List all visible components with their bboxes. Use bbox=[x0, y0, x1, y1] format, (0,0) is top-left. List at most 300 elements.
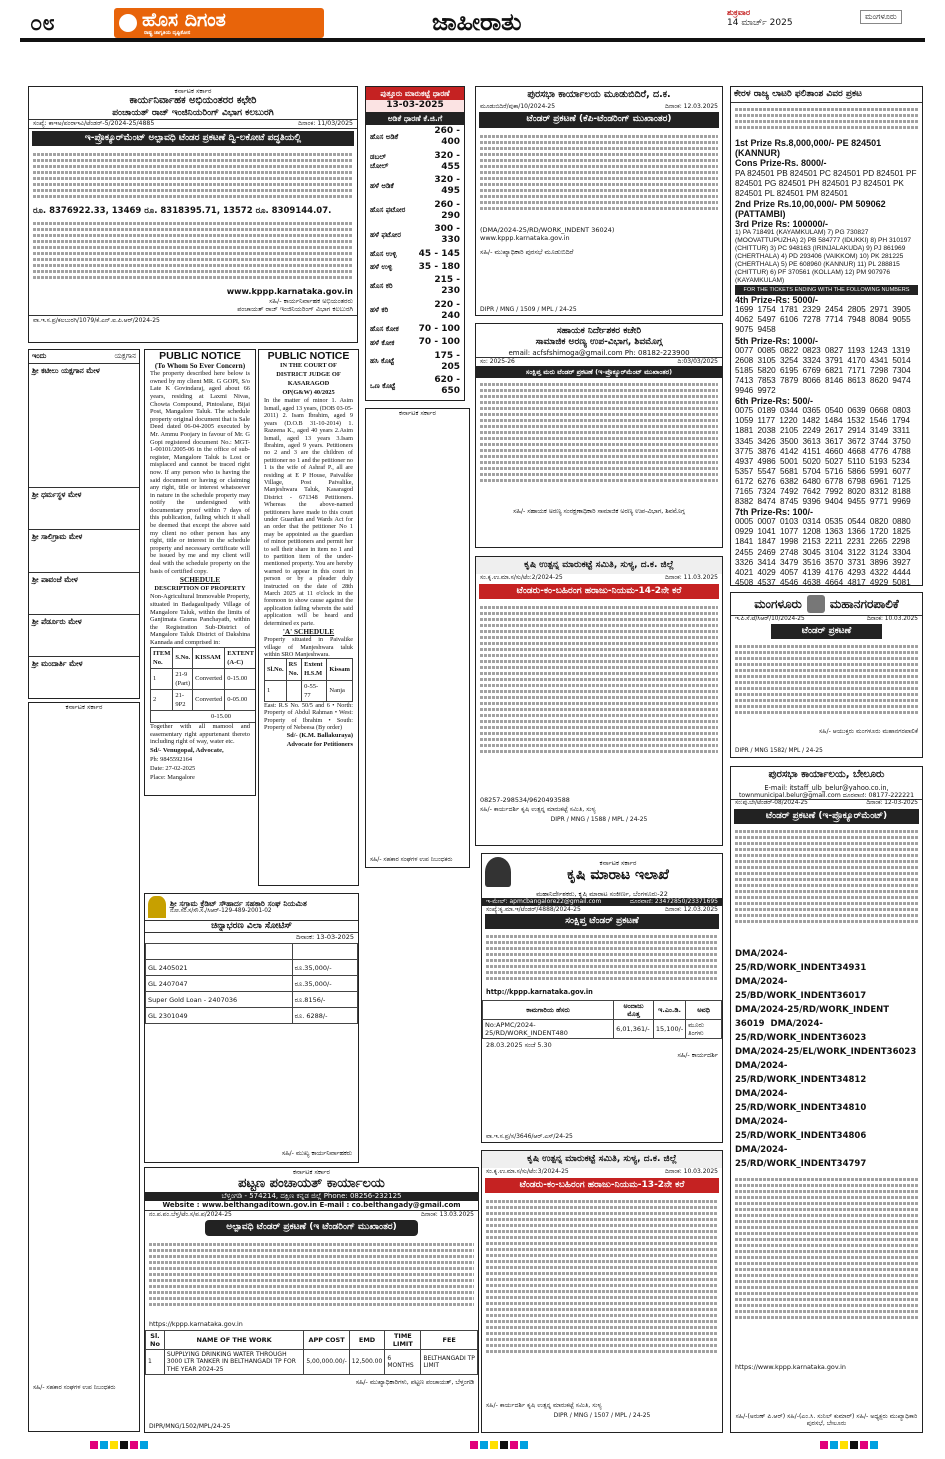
advocate-phone: Ph: 9845592164 bbox=[150, 756, 193, 764]
areca-rate-row bbox=[366, 150, 464, 175]
gold-loan-row bbox=[146, 992, 358, 1008]
govt-line: ಕರ್ನಾಟಕ ಸರ್ಕಾರ bbox=[293, 1168, 330, 1176]
rate-item-name: ಒಣ ಕೊಟ್ಟೆ bbox=[370, 381, 396, 390]
govt-line: ಕರ್ನಾಟಕ ಸರ್ಕಾರ bbox=[599, 859, 637, 868]
rate-item-value: 70 - 100 bbox=[418, 324, 460, 334]
troupe-name: ಶ್ರೀ ಪಾವಂಜೆ ಮೇಳ bbox=[32, 574, 78, 584]
table-cell: 1 bbox=[265, 680, 287, 701]
address: ಮಹಾನಿರ್ದೇಶಕರು, ಕೃಷಿ ಮಾರಾಟ ಸಂಕೀರ್ಣ, ಬೆಂಗಳೂರು-22 bbox=[536, 890, 668, 898]
ad-cooperative-notice-2 bbox=[28, 702, 140, 1432]
gold-loan-row bbox=[146, 960, 358, 976]
signature: ಸಹಿ/- ಕಾರ್ಯದರ್ಶಿ ಕೃಷಿ ಉತ್ಪನ್ನ ಮಾರುಕಟ್ಟೆ ಸಮಿತಿ, ಸುಳ್ಯ bbox=[486, 1402, 602, 1409]
notice-date: Date: 27-02-2025 bbox=[150, 765, 196, 773]
table-cell: No:APMC/2024-25/RD/WORK_INDENT480 bbox=[483, 1019, 614, 1038]
areca-rate-row bbox=[366, 223, 464, 248]
areca-rate-row bbox=[366, 323, 464, 336]
ref-number: ಸಂ:ಪು.ಬೇ/ಟೆಂಡ‌ರ್-08/2024-25 bbox=[735, 800, 808, 807]
email-2[interactable]: townmunicipal.belur@gmail.com ದೂರವಾಣಿ: 08177-222221 bbox=[738, 791, 915, 799]
krishi-table bbox=[482, 1000, 722, 1040]
website-link[interactable]: www.kppp.karnataka.gov.in bbox=[226, 286, 353, 296]
column-header: FEE bbox=[421, 1330, 478, 1349]
third-prize: 3rd Prize Rs: 100000/- bbox=[735, 219, 829, 229]
table-cell: 5,00,000.00/- bbox=[304, 1349, 349, 1375]
troupe-item bbox=[29, 572, 139, 614]
fourth-list: 1699 1754 1781 2329 2454 2805 2971 3905 4062 5497 6106 7278 7714 7948 8084 9055 9075 9458 bbox=[735, 305, 911, 335]
dipr-code: DIPR / MNG / 1588 / MPL / 24-25 bbox=[550, 815, 648, 823]
ref-date: ದಿನಾಂಕ: 12.03.2025 bbox=[665, 102, 718, 110]
troupe-name: ಶ್ರೀ ಪೆರ್ಡೂರು ಮೇಳ bbox=[32, 616, 82, 626]
rate-item-name: ಹಸಿ ಕೊಟ್ಟೆ bbox=[370, 357, 395, 366]
lottery-body bbox=[731, 103, 922, 586]
rates-date: 13-03-2025 bbox=[366, 100, 464, 111]
phone: 08257-298534/9620493588 bbox=[480, 796, 570, 804]
deadline: 28.03.2025 ಸಂಜೆ 5.30 bbox=[486, 1041, 552, 1050]
troupe-details bbox=[32, 626, 136, 654]
tender-heading: ಟೆಂಡರು-ಕಂ-ಬಹಿರಂಗ ಹರಾಜು-ನಿಯಮ-14-2ನೇ ಕರೆ bbox=[479, 584, 719, 599]
weekday: ಶುಕ್ರವಾರ bbox=[727, 8, 751, 17]
dipr-code: DIPR / MNG / 1507 / MPL / 24-25 bbox=[553, 1411, 651, 1419]
column-header: NAME OF THE WORK bbox=[164, 1330, 303, 1349]
column-header: ಕಾಮಗಾರಿಯ ಹೆಸರು bbox=[483, 1000, 614, 1019]
ad-belur bbox=[730, 766, 923, 1433]
column-header: Kissam bbox=[327, 659, 353, 680]
column-header: Sl. No bbox=[146, 1330, 165, 1349]
website-link[interactable]: http://kppp.karnataka.gov.in bbox=[486, 988, 593, 997]
signature: ಸಹಿ/- ಸಹಕಾರ ಸಂಘಗಳ ಉಪ ನಿಬಂಧಕರು bbox=[33, 1383, 116, 1391]
troupe-details bbox=[32, 668, 136, 696]
ref-number: ಸಂಖ್ಯೆ: ಕಾಇಅ/ಪಂರಾಇವಿ/ಟೆಂಡರ್-5/2024-25/4885 bbox=[33, 119, 155, 127]
court-name: IN THE COURT OF DISTRICT JUDGE OF KASARAGOD bbox=[276, 362, 341, 388]
areca-rate-row bbox=[366, 274, 464, 299]
body-text bbox=[29, 148, 357, 206]
ad-krishi-marata bbox=[481, 853, 723, 1143]
troupe-details bbox=[32, 584, 136, 612]
table-cell: 6 MONTHS bbox=[385, 1349, 421, 1375]
rate-item-name: ಹೊಸ ಕೋಕ bbox=[370, 325, 399, 334]
ad-sullia-1 bbox=[475, 556, 723, 846]
indu-logo: ಇಂದು bbox=[32, 352, 47, 360]
column-header: Extent H.S.M bbox=[302, 659, 327, 680]
column-header: RS No. bbox=[286, 659, 302, 680]
column-header bbox=[292, 944, 357, 960]
ref-date: ದಿನಾಂಕ: 10.03.2025 bbox=[665, 1168, 718, 1176]
column-header: EMD bbox=[349, 1330, 385, 1349]
rate-item-name: ಡಬಲ್ ಚೋಲ್ bbox=[370, 153, 389, 170]
table-cell: ರೂ.35,000/- bbox=[292, 960, 357, 976]
fifth-prize: 5th Prize-Rs: 1000/- bbox=[735, 335, 819, 346]
email[interactable]: ಇ-ಮೇಲ್: apmcbangalore22@gmail.com bbox=[486, 898, 602, 906]
public-notice-2 bbox=[258, 349, 359, 886]
work-header bbox=[146, 1330, 478, 1349]
sullia-header: ಕೃಷಿ ಉತ್ಪನ್ನ ಮಾರುಕಟ್ಟೆ ಸಮಿತಿ, ಸುಳ್ಯ, ದ.ಕ. ಜಿಲ್ಲೆ bbox=[482, 1151, 722, 1168]
ref-number: ಮೂಡುಬಿದಿರೆ/ಪುಕಾ/10/2024-25 bbox=[480, 102, 556, 110]
areca-rate-row bbox=[366, 350, 464, 375]
schedule-header bbox=[151, 647, 257, 668]
troupe-name: ಶ್ರೀ ಕಟೀಲು ಯಕ್ಷಗಾನ ಮೇಳ bbox=[32, 365, 100, 375]
ad-belthangady bbox=[144, 1167, 479, 1433]
fourth-prize: 4th Prize-Rs: 5000/- bbox=[735, 295, 819, 306]
govt-line: ಕರ್ನಾಟಕ ಸರ್ಕಾರ bbox=[65, 703, 103, 711]
rate-item-value: 260 - 400 bbox=[434, 126, 460, 148]
table-cell: ರೂ. 6288/- bbox=[292, 1008, 357, 1024]
schedule-body: Property situated in Paivalike village of Manjeshwara taluk within SRO Manjeshwara. bbox=[264, 636, 353, 658]
signature: ಸಹಿ/- ಕಾರ್ಯದರ್ಶಿ bbox=[677, 1051, 718, 1060]
ad-kalaburagi bbox=[28, 86, 358, 343]
footer-ref: ವಾ.ಇ.ಸ.ಪ್ರ/ಕಲಬುರಗಿ/1079/ಕೆ.ಎನ್.ಐ.ಪಿ.ಆರ್/2024-25 bbox=[29, 315, 357, 326]
color-bar-left bbox=[90, 1441, 150, 1449]
body-text bbox=[482, 930, 722, 988]
sixth-prize: 6th Prize-Rs: 500/- bbox=[735, 396, 814, 407]
signature: ಸಹಿ/- ಆಯುಕ್ತರು ಮಂಗಳೂರು ಮಹಾನಗರಪಾಲಿಕೆ bbox=[818, 728, 918, 736]
rate-item-name: ಹಳೆ ಉಳ್ಳಿ bbox=[370, 263, 393, 271]
schedule-sub: DESCRIPTION OF PROPERTY bbox=[154, 585, 246, 593]
rate-item-value: 45 - 145 bbox=[418, 248, 460, 259]
ref-number: ಸಂಖ್ಯೆ:ಕೃ.ಮಾ.ಇ/ಟೆಂಡ‌ರ್/4888/2024-25 bbox=[486, 905, 581, 913]
rate-item-value: 300 - 330 bbox=[434, 224, 460, 246]
body-text bbox=[731, 640, 922, 728]
tender-heading: ಸಂಕ್ಷಿಪ್ತ ಟೆಂಡರ್ ಪ್ರಕಟಣೆ bbox=[485, 914, 719, 929]
office-name: ಕಾರ್ಯನಿರ್ವಾಹಕ ಅಭಿಯಂತರರ ಕಛೇರಿ bbox=[129, 95, 257, 107]
troupe-item bbox=[29, 363, 139, 487]
cons-prize: Cons Prize-Rs. 8000/- bbox=[735, 158, 827, 169]
table-cell: 0-05.00 bbox=[225, 689, 256, 710]
notice-body: In the matter of minor 1. Asim Ismail, aged 13 years, (DOB 03-05-2011) 2. Isam Ibrahim, aged 9 years (D.O.B 31-10-2014) 1. Razeena K., aged 40 years 2.Asim Ismail, aged 13 years 3.Isam Ibrahim, aged 9 years. Petitioners no 2 and 3 are the children of petitioner no 1 and the petitioner no 1 is the wife of Ashraf P., all are residing at E P House, Paivalike Village, Post Paivalike, Manjeshwara Taluk, Kasaragod District - 671348 Petitioners. Whereas the above-named petitioners have made to this court under Guardian and Wards Act for an order that the petitioner No 1 may be appointed as the guardian of minor petitioners and permit her to sell their share in item no 1 and to partition item of the under-mentioned property. You are hereby warned to appear in this court in person or by a pleader duly instructed on the date of 28th March 2025 at 11 o'clock in the forenoon to show cause against the application failing wherein the said application will be heard and determined ex parte. bbox=[264, 397, 353, 627]
lottery-title: ಕೇರಳ ರಾಜ್ಯ ಲಾಟರಿ ಫಲಿತಾಂಶ ವಿವರ ಪ್ರಕಟ bbox=[731, 87, 922, 103]
table-cell: BELTHANGADI TP LIMIT bbox=[421, 1349, 478, 1375]
rate-item-value: 35 - 180 bbox=[418, 261, 460, 272]
table-cell: Converted bbox=[193, 668, 225, 689]
tender-heading: ಇ-ಪ್ರೊಕ್ಯೂರ್‌ಮೆಂಟ್ ಅಲ್ಪಾವಧಿ ಟೆಂಡರ ಪ್ರಕಟಣೆ ದ್ವಿ-ಲಕೋಟೆ ಪದ್ಧತಿಯಲ್ಲಿ bbox=[32, 131, 354, 146]
table-cell: 15,100/- bbox=[653, 1019, 685, 1038]
table-cell: 6,01,361/- bbox=[614, 1019, 654, 1038]
krishi-header: ಕೃಷಿ ಮಾರಾಟ ಇಲಾಖೆ bbox=[567, 867, 669, 884]
email[interactable]: E-mail: itstaff_ulb_belur@yahoo.co.in, bbox=[764, 783, 889, 792]
ref-date: ದಿನಾಂಕ: 11.03.2025 bbox=[665, 574, 718, 582]
ad-sullia-2 bbox=[481, 1150, 723, 1433]
govt-line: ಕರ್ನಾಟಕ ಸರ್ಕಾರ bbox=[174, 87, 212, 95]
signature: ಸಹಿ/- ಮುಖ್ಯಾಧಿಕಾರಿ ಪುರಸಭೆ ಮೂಡುಬಿದಿರೆ bbox=[480, 247, 574, 256]
paper-name: ಹೊಸ ದಿಗಂತ bbox=[142, 9, 226, 31]
areca-rate-row bbox=[366, 336, 464, 349]
color-bar-mid bbox=[470, 1441, 530, 1449]
rate-item-name: ಹೊಸ ಫಟೋರ bbox=[370, 206, 406, 215]
case-number: OP(G&W) 40/2025 bbox=[282, 389, 335, 397]
corp-name: ಮಹಾನಗರಪಾಲಿಕೆ bbox=[829, 596, 899, 611]
ad-mangaluru-corp bbox=[730, 592, 923, 758]
column-header: S.No. bbox=[173, 647, 193, 668]
troupe-item bbox=[29, 656, 139, 698]
ref-date: ದಿನಾಂಕ: 13.03.2025 bbox=[421, 1210, 474, 1218]
color-bar-right bbox=[820, 1441, 880, 1449]
schedule-footer: Together with all mamool and easementary right appurtenant thereto including right of way, water etc. bbox=[150, 723, 250, 746]
signature: ಸಹಿ/-(ಅರುಣ್ ಪಿ.ಆರ್) ಸಹಿ/-(ಎಂ.ಸಿ. ಸುನಿಲ್ ಕುಮಾರ್) ಸಹಿ/- ಅಧ್ಯಕ್ಷರು ಮುಖ್ಯಾಧಿಕಾರಿ ಪುರಸಭೆ, ಬೇಲೂರು bbox=[735, 1412, 918, 1428]
tender-heading: ಅಲ್ಪಾವಧಿ ಟೆಂಡರ್ ಪ್ರಕಟಣೆ (ಇ ಟೆಂಡರಿಂಗ್ ಮುಖಾಂತರ) bbox=[205, 1220, 418, 1235]
rate-item-name: ಹೊಸ ಅಡಿಕೆ bbox=[370, 132, 399, 141]
gold-loan-table bbox=[145, 943, 358, 1024]
column-header: TIME LIMIT bbox=[385, 1330, 421, 1349]
ad-moodbidri bbox=[475, 86, 723, 316]
rate-item-value: 175 - 205 bbox=[434, 350, 460, 372]
notice-title: PUBLIC NOTICE bbox=[159, 350, 241, 362]
newspaper-logo bbox=[114, 8, 324, 38]
yakshagana-list bbox=[29, 363, 139, 699]
gold-heading: ಚಿನ್ನಾಭರಣ ವಿಲಾ ಸೋಟಿಸ್ bbox=[145, 920, 358, 933]
schedule-title: 'A' SCHEDULE bbox=[282, 627, 335, 637]
table-cell: Converted bbox=[193, 689, 225, 710]
cons-list: PA 824501 PB 824501 PC 824501 PD 824501 PF 824501 PG 824501 PH 824501 PJ 824501 PK 824501 PL 824501 PM 824501 bbox=[735, 168, 917, 198]
market-rates bbox=[365, 86, 465, 401]
sixth-list: 0075 0189 0344 0365 0540 0639 0668 0803 1059 1177 1220 1482 1484 1532 1546 1794 1881 2038 2105 2249 2617 2914 3149 3311 3345 3426 3500 3613 3617 3672 3744 3750 3775 3876 4142 4151 4660 4668 4776 4788 4937 4986 5001 5020 5027 5110 5193 5234 5357 5547 5681 5704 5716 5866 5991 6077 6172 6276 6382 6480 6778 6798 6961 7125 7165 7324 7492 7642 7992 8020 8312 8188 8382 8474 8745 9396 9404 9455 9771 9969 bbox=[735, 406, 911, 507]
ref-date: ದಿನಾಂಕ: 12.03.2025 bbox=[665, 905, 718, 913]
body-text-2 bbox=[29, 217, 357, 287]
lottery-results bbox=[730, 86, 923, 586]
third-list: 1) PA 718491 (KAYAMKULAM) 7) PG 730827 (MOOVATTUPUZHA) 2) PB 584777 (IDUKKI) 8) PH 310197 (CHITTUR) 3) PC 948163 (IRINJALAKUDA) 9) PJ 861969 (CHERTHALA) 4) PD 293406 (VAIKKOM) 10) PK 281225 (CHERTHALA) 5) PE 608960 (KANNUR) 11) PL 288815 (CHITTUR) 6) PF 370561 (KOLLAM) 12) PM 907976 (KAYAMKULAM) bbox=[735, 229, 912, 285]
signature: ಸಹಿ/- ಕಾರ್ಯದರ್ಶಿ ಕೃಷಿ ಉತ್ಪನ್ನ ಮಾರುಕಟ್ಟೆ ಸಮಿತಿ, ಸುಳ್ಯ bbox=[480, 806, 596, 813]
corp-emblem-icon bbox=[807, 595, 825, 613]
tender-heading: ಟೆಂಡರ್ ಪ್ರಕಟಣೆ bbox=[771, 624, 882, 639]
table-cell: Nanja bbox=[327, 680, 353, 701]
ad-cooperative-notice-1 bbox=[365, 408, 470, 868]
body-text bbox=[366, 417, 469, 837]
dipr-code: ವಾ.ಇ.ಸ.ಪ್ರ/ಸ/3646/ಆರ್.ಎಸ್/24-25 bbox=[486, 1132, 573, 1140]
society-name: ಶ್ರೀ ಸಗ್ರಾಮ ಕ್ರೆಡಿಟ್ ಸೌಹಾರ್ದ ಸಹಕಾರಿ ಸಂಘ ನಿಯಮಿತ bbox=[170, 898, 307, 908]
table-cell: 21-9 (Part) bbox=[173, 668, 193, 689]
yakshagana-label: ಯಕ್ಷಗಾನ bbox=[114, 352, 136, 360]
areca-rate-row bbox=[366, 174, 464, 199]
ad-shivamogga bbox=[475, 323, 723, 548]
column-header: ಅವಧಿ bbox=[686, 1000, 722, 1019]
schedule-body: Non-Agricultural Immovable Property, situated in Badagaulipady Village of Mangalore Taluk, within the limits of Ganjimata Grama Panchayath, within the Registration Sub-District of Mangalore Taluk District of Dakshina Kannada and comprised in: bbox=[150, 593, 250, 646]
rate-item-value: 320 - 455 bbox=[434, 150, 460, 172]
masthead-rule bbox=[20, 38, 925, 42]
rate-item-name: ಹಳೆ ಅಡಿಕೆ bbox=[370, 181, 394, 190]
areca-rate-row bbox=[366, 125, 464, 150]
belthangady-header: ಪಟ್ಟಣ ಪಂಚಾಯತ್ ಕಾರ್ಯಾಲಯ bbox=[238, 1176, 385, 1192]
table-cell: ಮೂರು ತಿಂಗಳು bbox=[686, 1019, 722, 1038]
body-text bbox=[145, 1238, 478, 1320]
ref-number: ಇ.ಪಿ.ಸೆ.ಟೆ/ಸಿಆರ್/10/2024-25 bbox=[735, 616, 805, 622]
sullia-header: ಕೃಷಿ ಉತ್ಪನ್ನ ಮಾರುಕಟ್ಟೆ ಸಮಿತಿ, ಸುಳ್ಯ, ದ.ಕ. ಜಿಲ್ಲೆ bbox=[476, 557, 722, 574]
email-phone: email: acfsfshimoga@gmail.com Ph: 08182-223900 bbox=[508, 348, 690, 357]
troupe-name: ಶ್ರೀ ಮಂದಾರ್ತಿ ಮೇಳ bbox=[32, 659, 83, 668]
portal-link[interactable]: https://kppp.karnataka.gov.in bbox=[149, 1319, 243, 1328]
table-cell: 2 bbox=[151, 689, 173, 710]
schedule-row bbox=[265, 680, 353, 701]
masthead bbox=[22, 6, 932, 38]
body-text bbox=[476, 378, 722, 508]
areca-rate-row bbox=[366, 299, 464, 324]
indent-list: DMA/2024-25/RD/WORK_INDENT34931 DMA/2024-25/BD/WORK_INDENT36017 DMA/2024-25/RD/WORK_INDENT 36019 DMA/2024-25/RD/WORK_INDENT36023 DMA/2024-25/EL/WORK_INDENT36023 DMA/2024-25/RD/WORK_INDENT34812 DMA/2024-25/RD/WORK_INDENT34810 DMA/2024-25/RD/WORK_INDENT34806 DMA/2024-25/RD/WORK_INDENT34797 bbox=[735, 948, 917, 1169]
fifth-list: 0077 0085 0822 0823 0827 1193 1243 1319 2608 3105 3254 3324 3791 4170 4341 5014 5185 5820 6195 6769 6821 7171 7298 7304 7413 7853 7879 8066 8146 8613 8620 9474 9946 9972 bbox=[735, 345, 911, 396]
rate-item-value: 260 - 290 bbox=[434, 199, 460, 221]
troupe-item bbox=[29, 487, 139, 529]
second-prize: 2nd Prize Rs.10,00,000/- PM 509062 (PATTAMBI) bbox=[735, 198, 886, 219]
tender-heading: ಸಂಕ್ಷಿಪ್ತ ಮರು ಟೆಂಡರ್ ಪ್ರಕಟಣೆ (ಇ-ಪ್ರೊಕ್ಯೂರ್‌ಮೆಂಟ್ ಮುಖಾಂತರ) bbox=[476, 366, 722, 378]
boundaries: East: R.S No. 50/5 and 6 • North: Property of Abdul Rahman • West: Property of Ibrahim • South: Property of Nebeesa (By order) bbox=[264, 701, 353, 731]
shivamogga-heading: ಸಹಾಯಕ ನಿರ್ದೇಶಕರ ಕಚೇರಿ bbox=[556, 326, 642, 336]
rate-item-value: 620 - 650 bbox=[434, 375, 460, 397]
body-text bbox=[29, 711, 139, 1401]
signature: ಸಹಿ/- ಸಹಾಯಕ ಅರಣ್ಯ ಸಂರಕ್ಷಣಾಧಿಕಾರಿ ಸಾಮಾಜಿಕ ಅರಣ್ಯ ಉಪ-ವಿಭಾಗ, ಶಿವಮೊಗ್ಗ bbox=[513, 507, 685, 515]
work-row bbox=[146, 1349, 478, 1375]
table-cell: 1 bbox=[146, 1349, 165, 1375]
column-header: KISSAM bbox=[193, 647, 225, 668]
ref-number: ನಂ.ಪ.ಪಂ.ಬೆಳ್ತ/ಟೆಂ.ಸ/ಪ.ಪ/2024-25 bbox=[149, 1210, 232, 1218]
tender-heading: ಟೆಂಡರು-ಕಂ-ಬಹಿರಂಗ ಹರಾಜು-ನಿಯಮ-13-2ನೇ ಕರೆ bbox=[485, 1178, 719, 1193]
ref-date: ದಿ:03/03/2025 bbox=[677, 358, 718, 366]
signature: ಸಹಿ/- ಕಾರ್ಯನಿರ್ವಾಹಕ ಅಭಿಯಂತರರು bbox=[269, 296, 353, 305]
krishi-row bbox=[483, 1019, 722, 1038]
signature: ಸಹಿ/- ಮುಖ್ಯ ಕಾರ್ಯನಿರ್ವಾಹಕರು bbox=[281, 1150, 352, 1158]
govt-line: ಕರ್ನಾಟಕ ಸರ್ಕಾರ bbox=[399, 409, 436, 417]
table-cell: SUPPLYING DRINKING WATER THROUGH 3000 LTR TANKER IN BELTHANGADI TP FOR THE YEAR 2024-25 bbox=[164, 1349, 303, 1375]
ref-date: ದಿನಾಂಕ: 11/03/2025 bbox=[298, 119, 353, 127]
work-table bbox=[145, 1330, 478, 1376]
table-cell: ರೂ.8156/- bbox=[292, 992, 357, 1008]
table-cell: 0-15.00 bbox=[225, 668, 256, 689]
advocate-sign: Sd/- Venugopal, Advocate, bbox=[150, 747, 224, 754]
phone: ದೂರವಾಣಿ: 23472850/23371695 bbox=[629, 898, 718, 906]
rate-item-value: 320 - 495 bbox=[434, 175, 460, 197]
ref-number: ಸಂ.ಕೃ.ಉ.ಮಾ.ಸ/ಸು/ಟೆಂ:3/2024-25 bbox=[486, 1168, 569, 1176]
advocate-sign: Sd/- (K.M. Ballakuraya) Advocate for Petitioners bbox=[286, 732, 353, 749]
troupe-details bbox=[32, 542, 136, 570]
shivamogga-heading-2: ಸಾಮಾಜಿಕ ಅರಣ್ಯ ಉಪ-ವಿಭಾಗ, ಶಿವಮೊಗ್ಗ bbox=[535, 337, 663, 348]
column-header bbox=[146, 944, 293, 960]
areca-rates-table bbox=[366, 125, 464, 399]
troupe-name: ಶ್ರೀ ಸಾಲಿಗ್ರಾಮ ಮೇಳ bbox=[32, 532, 83, 542]
body-text bbox=[476, 130, 722, 226]
ad-cooperative-gold bbox=[144, 893, 359, 1163]
ref-date: ದಿನಾಂಕ: 10.03.2025 bbox=[866, 616, 918, 622]
lottery-note: FOR THE TICKETS ENDING WITH THE FOLLOWING NUMBERS bbox=[735, 285, 918, 295]
website-link[interactable]: https://www.kppp.karnataka.gov.in bbox=[735, 1362, 846, 1371]
notice-place: Place: Mangalore bbox=[150, 774, 195, 782]
rate-item-name: ಹೊಸ ಉಳ್ಳಿ bbox=[370, 249, 397, 258]
state-emblem-icon bbox=[485, 857, 511, 887]
gold-loan-row bbox=[146, 1008, 358, 1024]
table-cell bbox=[286, 680, 302, 701]
schedule-table bbox=[264, 658, 353, 701]
table-cell: 12,500.00 bbox=[349, 1349, 385, 1375]
first-prize: 1st Prize Rs.8,000,000/- PE 824501 (KANNUR) bbox=[735, 138, 882, 159]
seventh-prize: 7th Prize-Rs: 100/- bbox=[735, 507, 814, 518]
table-cell: 21-9P2 bbox=[173, 689, 193, 710]
column-header: ಅಂದಾಜು ಮೊತ್ತ bbox=[614, 1000, 654, 1019]
date: 14 ಮಾರ್ಚ್ 2025 bbox=[727, 18, 793, 28]
paper-tagline: ರಾಷ್ಟ್ರ ಜಾಗೃತಿಯ ದೃಷ್ಟಿಕೋನ bbox=[144, 30, 191, 36]
troupe-item bbox=[29, 614, 139, 656]
address: ಬೆಳ್ತಂಗಡಿ - 574214, ದಕ್ಷಿಣ ಕನ್ನಡ ಜಿಲ್ಲೆ Phone: 08256-232125 bbox=[145, 1192, 478, 1201]
city-name: ಮಂಗಳೂರು bbox=[754, 596, 802, 611]
public-notice-1 bbox=[144, 349, 256, 796]
website-email[interactable]: Website : www.belthangaditown.gov.in E-mail : co.belthangady@gmail.com bbox=[162, 1201, 461, 1210]
indent-number: (DMA/2024-25/RD/WORK_INDENT 36024) bbox=[480, 225, 615, 234]
table-cell: 0-15.00 bbox=[151, 711, 257, 723]
rate-item-name: ಹಳೆ ಕರಿ bbox=[370, 306, 389, 315]
schedule-total bbox=[151, 711, 257, 723]
page-number: ೦೮ bbox=[30, 11, 55, 36]
ref-number: ಸಂ.ಕೃ.ಉ.ಮಾ.ಸ/ಸು/ಟೆಂ:2/2024-25 bbox=[480, 574, 563, 582]
schedule-title: SCHEDULE bbox=[179, 575, 221, 585]
gold-loan-header bbox=[146, 944, 358, 960]
areca-rate-row bbox=[366, 248, 464, 261]
troupe-name: ಶ್ರೀ ಧರ್ಮಸ್ಥಳ ಮೇಳ bbox=[32, 490, 82, 499]
signature-2: ಪಂಚಾಯತ್ ರಾಜ್ ಇಂಜಿನಿಯರಿಂಗ್ ವಿಭಾಗ ಕಲಬುರಗಿ bbox=[237, 304, 353, 313]
column-header: Sl.No. bbox=[265, 659, 287, 680]
rate-item-name: ಹೊಸ ಕರಿ bbox=[370, 281, 393, 290]
rate-item-name: ಹಳೆ ಕೋಕ bbox=[370, 338, 395, 347]
table-cell: 0-55-77 bbox=[302, 680, 327, 701]
body-text bbox=[731, 825, 922, 945]
tender-heading: ಟೆಂಡರ್ ಪ್ರಕಟಣೆ (ಕೆಪಿ-ಟೆಂಡರಿಂಗ್ ಮುಖಾಂತರ) bbox=[479, 112, 719, 127]
notice-title: PUBLIC NOTICE bbox=[267, 350, 350, 362]
seventh-list: 0005 0007 0103 0314 0535 0544 0820 0880 0929 1041 1077 1208 1363 1366 1720 1825 1841 1847 1998 2153 2211 2231 2265 2298 2455 2469 2748 3045 3104 3122 3124 3304 3326 3414 3479 3516 3570 3731 3896 3927 4021 4029 4057 4139 4176 4293 4322 4444 4508 4537 4546 4638 4664 4817 4929 5081 bbox=[735, 517, 911, 586]
edition: ಮಂಗಳೂರು bbox=[860, 10, 902, 24]
troupe-details bbox=[32, 499, 136, 527]
column-header: EXTENT (A-C) bbox=[225, 647, 256, 668]
signature: ಸಹಿ/- ಸಹಕಾರ ಸಂಘಗಳ ಉಪ ನಿಬಂಧಕರು bbox=[370, 855, 453, 863]
amounts-line: ರೂ. 8376922.33, 13469 ರೂ. 8318395.71, 13572 ರೂ. 8309144.07. bbox=[33, 205, 332, 216]
table-cell: ರೂ.35,000/- bbox=[292, 976, 357, 992]
rates-subtitle: ಅಡಿಕೆ ಧಾರಣೆ ಕೆ.ಜಿ.ಗೆ bbox=[366, 112, 464, 125]
belur-header: ಪುರಸಭಾ ಕಾರ್ಯಾಲಯ, ಬೇಲೂರು bbox=[768, 769, 885, 780]
dipr-code: DIPR/MNG/1502/MPL/24-25 bbox=[149, 1422, 231, 1430]
division-name: ಪಂಚಾಯತ್ ರಾಜ್ ಇಂಜಿನಿಯರಿಂಗ್ ವಿಭಾಗ ಕಲಬುರಗಿ bbox=[112, 107, 274, 118]
notice-sub: (To Whom So Ever Concern) bbox=[154, 361, 246, 371]
ref-number: ಸಂ: 2025-26 bbox=[480, 358, 515, 366]
areca-rate-row bbox=[366, 374, 464, 399]
troupe-details bbox=[32, 375, 136, 485]
schedule-table bbox=[150, 647, 256, 724]
rate-item-name: ಹಳೆ ಫಟೋರ bbox=[370, 230, 401, 239]
signature: ಸಹಿ/- ಮುಖ್ಯಾಧಿಕಾರಿಗಳು, ಪಟ್ಟಣ ಪಂಚಾಯತ್, ಬೆಳ್ತಂಗಡಿ bbox=[355, 1379, 474, 1387]
schedule-row bbox=[151, 689, 257, 710]
website-link[interactable]: www.kppp.karnataka.gov.in bbox=[480, 233, 570, 242]
rate-item-value: 220 - 240 bbox=[434, 299, 460, 321]
rate-item-value: 215 - 230 bbox=[434, 275, 460, 297]
society-ref: ನೋ.ಸಂ.ಸ/ಸೌ.ಸ./ಸಿಆರ್-129-489-2001-02 bbox=[170, 908, 272, 915]
column-header: ITEM No. bbox=[151, 647, 173, 668]
dipr-code: DIPR / MNG / 1509 / MPL / 24-25 bbox=[480, 305, 577, 313]
tender-heading: ಟೆಂಡರ್ ಪ್ರಕಟಣೆ (ಇ-ಪ್ರೊಕ್ಯೂರ್‌ಮೆಂಟ್) bbox=[734, 809, 919, 824]
notice-body: The property described here below is owned by my client MR. G GOPI, S/o Late K Govindaraj, aged about 66 years, residing at Laxmi Nivas, Chowta Compound, Pintoslane, Bijai Post, Mangalore Taluk. The schedule property original document that is Sale Deed dated 06-04-2005 executed by Mr. Ammu Poojary in favour of Mr. G Gopi registered document No.: MGT-1-00101/2005-06 in the office of sub-register, Mangalore Taluk is Lost or misplaced and cannot be traced right now. If any person who is having the said document or having or claiming any right, title or interest whatsoever in nature in the schedule property may notify the undersigned with documentary proof within 7 days of this publication, failing which it shall be deemed that except the above said my client no other person has any right, title or interest in the schedule property and necessary certificate will be issued by me and my client will deal with the schedule property on the basis of certified copy. bbox=[150, 370, 250, 575]
ad-yakshagana bbox=[28, 349, 140, 699]
section-title: ಜಾಹೀರಾತು bbox=[432, 8, 522, 36]
table-cell: GL 2301049 bbox=[146, 1008, 293, 1024]
rates-title: ಪುತ್ತೂರು ಮಾರುಕಟ್ಟೆ ಧಾರಣೆ bbox=[366, 87, 464, 100]
areca-rate-row bbox=[366, 199, 464, 224]
body-text bbox=[482, 1195, 722, 1400]
schedule-row bbox=[151, 668, 257, 689]
table-cell: 1 bbox=[151, 668, 173, 689]
table-cell: GL 2407047 bbox=[146, 976, 293, 992]
ref-date: ದಿನಾಂಕ: 12-03-2025 bbox=[866, 800, 918, 807]
gold-loan-row bbox=[146, 976, 358, 992]
krishi-header bbox=[483, 1000, 722, 1019]
rate-item-value: 70 - 100 bbox=[418, 337, 460, 348]
gold-date: ದಿನಾಂಕ: 13-03-2025 bbox=[296, 933, 354, 942]
deity-icon bbox=[148, 896, 166, 918]
column-header: ಇ.ಎಂ.ಡಿ. bbox=[653, 1000, 685, 1019]
areca-rate-row bbox=[366, 261, 464, 274]
column-header: APP COST bbox=[304, 1330, 349, 1349]
schedule-header bbox=[265, 659, 353, 680]
body-text bbox=[476, 601, 722, 796]
dipr-code: DIPR / MNG 1582/ MPL / 24-25 bbox=[735, 747, 823, 754]
moodbidri-header: ಪುರಸಭಾ ಕಾರ್ಯಾಲಯ ಮೂಡುಬಿದಿರೆ, ದ.ಕ. bbox=[527, 89, 671, 100]
table-cell: GL 2405021 bbox=[146, 960, 293, 976]
